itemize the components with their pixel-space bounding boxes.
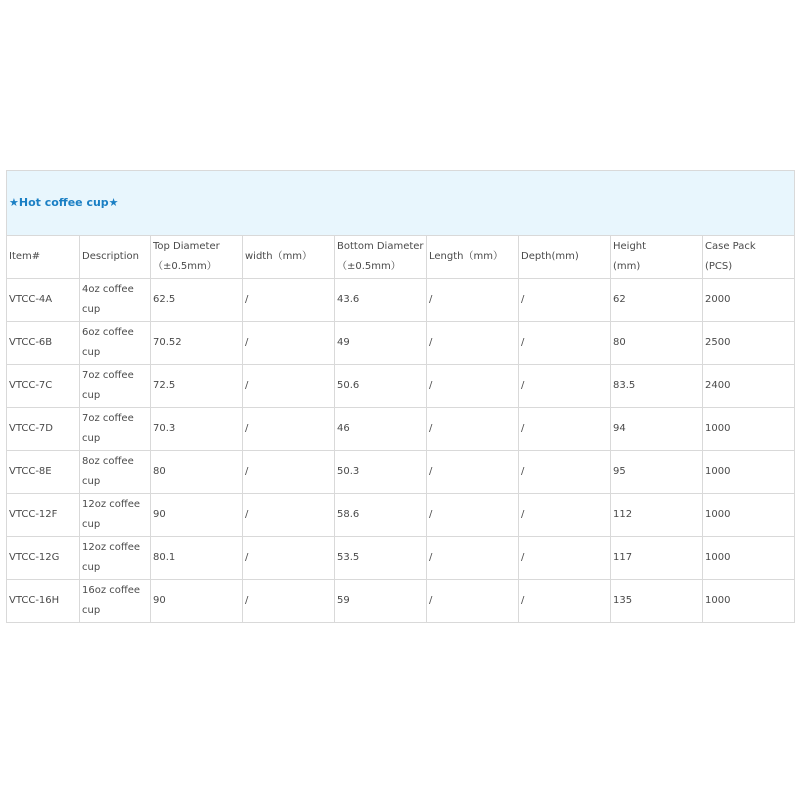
cell-height: 95 xyxy=(611,451,703,494)
spec-table xyxy=(6,170,795,623)
cell-depth: / xyxy=(519,408,611,451)
table-row xyxy=(7,537,795,580)
header-item xyxy=(7,236,80,279)
header-length xyxy=(427,236,519,279)
cell-depth: / xyxy=(519,322,611,365)
cell-depth: / xyxy=(519,494,611,537)
cell-bottom-diameter: 46 xyxy=(335,408,427,451)
cell-case-pack: 1000 xyxy=(703,451,795,494)
description-line2: cup xyxy=(82,562,101,573)
cell-case-pack: 1000 xyxy=(703,408,795,451)
cell-length: / xyxy=(427,580,519,623)
table-row xyxy=(7,451,795,494)
description-line1: 7oz coffee xyxy=(82,413,134,424)
cell-depth: / xyxy=(519,279,611,322)
cell-width: / xyxy=(243,279,335,322)
header-line2: (PCS) xyxy=(705,261,733,272)
header-description xyxy=(80,236,151,279)
description-line2: cup xyxy=(82,390,101,401)
header-line1: Case Pack xyxy=(705,241,756,252)
cell-case-pack: 1000 xyxy=(703,494,795,537)
cell-description xyxy=(80,408,151,451)
cell-depth: / xyxy=(519,537,611,580)
cell-height: 83.5 xyxy=(611,365,703,408)
description-line1: 16oz coffee xyxy=(82,585,141,596)
cell-height: 62 xyxy=(611,279,703,322)
header-line1: Depth(mm) xyxy=(521,251,579,262)
table-title: ★Hot coffee cup★ xyxy=(7,171,795,236)
cell-height: 135 xyxy=(611,580,703,623)
cell-description xyxy=(80,537,151,580)
cell-length: / xyxy=(427,408,519,451)
cell-description xyxy=(80,322,151,365)
table-header-row xyxy=(7,236,795,279)
cell-length: / xyxy=(427,365,519,408)
description-line1: 8oz coffee xyxy=(82,456,134,467)
cell-width: / xyxy=(243,451,335,494)
cell-bottom-diameter: 50.6 xyxy=(335,365,427,408)
cell-description xyxy=(80,451,151,494)
header-height xyxy=(611,236,703,279)
description-line1: 12oz coffee xyxy=(82,542,141,553)
cell-bottom-diameter: 59 xyxy=(335,580,427,623)
cell-bottom-diameter: 43.6 xyxy=(335,279,427,322)
cell-top-diameter: 90 xyxy=(151,580,243,623)
cell-width: / xyxy=(243,494,335,537)
cell-bottom-diameter: 50.3 xyxy=(335,451,427,494)
header-line1: Item# xyxy=(9,251,41,262)
cell-item-code: VTCC-7C xyxy=(7,365,80,408)
header-top-diameter xyxy=(151,236,243,279)
description-line2: cup xyxy=(82,476,101,487)
cell-top-diameter: 72.5 xyxy=(151,365,243,408)
cell-height: 80 xyxy=(611,322,703,365)
cell-width: / xyxy=(243,580,335,623)
header-line2: (mm) xyxy=(613,261,641,272)
description-line1: 6oz coffee xyxy=(82,327,134,338)
table-title-row xyxy=(7,171,795,236)
cell-bottom-diameter: 58.6 xyxy=(335,494,427,537)
spec-table-container xyxy=(6,170,794,623)
header-line1: width（mm） xyxy=(245,251,313,262)
table-row xyxy=(7,494,795,537)
header-bottom-diameter xyxy=(335,236,427,279)
cell-depth: / xyxy=(519,365,611,408)
cell-length: / xyxy=(427,322,519,365)
table-row xyxy=(7,408,795,451)
description-line1: 12oz coffee xyxy=(82,499,141,510)
cell-item-code: VTCC-4A xyxy=(7,279,80,322)
table-row xyxy=(7,322,795,365)
header-line1: Height xyxy=(613,241,647,252)
cell-case-pack: 2500 xyxy=(703,322,795,365)
table-row xyxy=(7,279,795,322)
cell-length: / xyxy=(427,279,519,322)
header-line1: Length（mm） xyxy=(429,251,503,262)
cell-item-code: VTCC-8E xyxy=(7,451,80,494)
cell-case-pack: 2000 xyxy=(703,279,795,322)
cell-top-diameter: 70.52 xyxy=(151,322,243,365)
header-width xyxy=(243,236,335,279)
cell-depth: / xyxy=(519,580,611,623)
description-line2: cup xyxy=(82,433,101,444)
cell-case-pack: 2400 xyxy=(703,365,795,408)
cell-description xyxy=(80,279,151,322)
cell-width: / xyxy=(243,322,335,365)
cell-top-diameter: 90 xyxy=(151,494,243,537)
header-line2: （±0.5mm） xyxy=(153,261,217,272)
header-line1: Top Diameter xyxy=(153,241,220,252)
header-line1: Description xyxy=(82,251,139,262)
cell-bottom-diameter: 49 xyxy=(335,322,427,365)
cell-description xyxy=(80,580,151,623)
cell-width: / xyxy=(243,408,335,451)
table-row xyxy=(7,580,795,623)
table-row xyxy=(7,365,795,408)
cell-width: / xyxy=(243,537,335,580)
description-line2: cup xyxy=(82,304,101,315)
cell-height: 94 xyxy=(611,408,703,451)
cell-top-diameter: 80.1 xyxy=(151,537,243,580)
cell-length: / xyxy=(427,451,519,494)
cell-length: / xyxy=(427,537,519,580)
description-line2: cup xyxy=(82,347,101,358)
cell-length: / xyxy=(427,494,519,537)
cell-width: / xyxy=(243,365,335,408)
header-case-pack xyxy=(703,236,795,279)
cell-item-code: VTCC-6B xyxy=(7,322,80,365)
cell-top-diameter: 70.3 xyxy=(151,408,243,451)
header-line1: Bottom Diameter xyxy=(337,241,424,252)
cell-depth: / xyxy=(519,451,611,494)
header-line2: （±0.5mm） xyxy=(337,261,401,272)
cell-case-pack: 1000 xyxy=(703,537,795,580)
description-line1: 4oz coffee xyxy=(82,284,134,295)
header-depth xyxy=(519,236,611,279)
cell-item-code: VTCC-7D xyxy=(7,408,80,451)
cell-item-code: VTCC-16H xyxy=(7,580,80,623)
cell-top-diameter: 62.5 xyxy=(151,279,243,322)
cell-description xyxy=(80,494,151,537)
cell-item-code: VTCC-12G xyxy=(7,537,80,580)
cell-case-pack: 1000 xyxy=(703,580,795,623)
description-line2: cup xyxy=(82,519,101,530)
cell-bottom-diameter: 53.5 xyxy=(335,537,427,580)
cell-top-diameter: 80 xyxy=(151,451,243,494)
cell-description xyxy=(80,365,151,408)
cell-height: 112 xyxy=(611,494,703,537)
description-line2: cup xyxy=(82,605,101,616)
cell-height: 117 xyxy=(611,537,703,580)
description-line1: 7oz coffee xyxy=(82,370,134,381)
cell-item-code: VTCC-12F xyxy=(7,494,80,537)
